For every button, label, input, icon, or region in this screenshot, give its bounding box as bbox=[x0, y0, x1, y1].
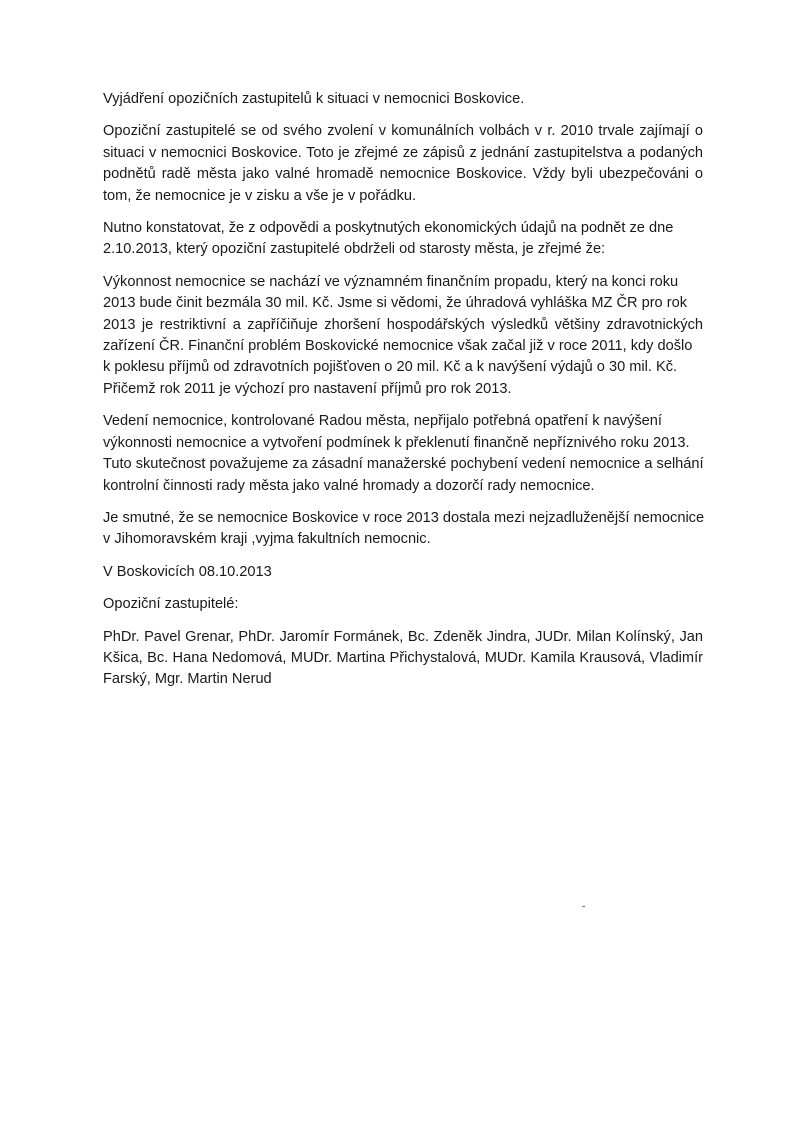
paragraph-1-line: podnětů radě města jako valné hromadě nemocnice Boskovice. Vždy byli ubezpečováni o bbox=[103, 166, 703, 183]
paragraph-4-line: kontrolní činnosti rady města jako valné hromady a dozorčí rady nemocnice. bbox=[103, 477, 595, 494]
document-title bbox=[103, 89, 703, 110]
signatories-line: PhDr. Pavel Grenar, PhDr. Jaromír Formánek, Bc. Zdeněk Jindra, JUDr. Milan Kolínský, Jan bbox=[103, 628, 703, 645]
paragraph-1-line: Opoziční zastupitelé se od svého zvolení v komunálních volbách v r. 2010 trvale zajímají o bbox=[103, 123, 703, 140]
paragraph-4-line: Tuto skutečnost považujeme za zásadní manažerské pochybení vedení nemocnice a selhání bbox=[103, 456, 704, 473]
paragraph-3-line: Přičemž rok 2011 je výchozí pro nastavení příjmů pro rok 2013. bbox=[103, 380, 512, 397]
paragraph-5-line: Je smutné, že se nemocnice Boskovice v roce 2013 dostala mezi nejzadluženější nemocnice bbox=[103, 509, 705, 526]
place-date bbox=[103, 562, 703, 583]
paragraph-3-line: 2013 bude činit bezmála 30 mil. Kč. Jsme si vědomi, že úhradová vyhláška MZ ČR pro rok bbox=[103, 295, 687, 312]
title-text: Vyjádření opozičních zastupitelů k situaci v nemocnici Boskovice. bbox=[103, 91, 525, 107]
signatories-line: Kšica, Bc. Hana Nedomová, MUDr. Martina Přichystalová, MUDr. Kamila Krausová, Vladimír bbox=[103, 649, 703, 666]
paragraph-5 bbox=[103, 508, 703, 551]
paragraph-3-line: 2013 je restriktivní a zapříčiňuje zhoršení hospodářských výsledků většiny zdravotnických bbox=[103, 316, 703, 333]
paragraph-4-line: Vedení nemocnice, kontrolované Radou města, nepřijalo potřebná opatření k navýšení bbox=[103, 413, 662, 430]
paragraph-2 bbox=[103, 218, 703, 261]
signatories-list bbox=[103, 627, 703, 691]
signatories-heading bbox=[103, 594, 703, 615]
paragraph-3-line: zařízení ČR. Finanční problém Boskovické nemocnice však začal již v roce 2011, kdy došlo bbox=[103, 338, 693, 355]
paragraph-5-line: v Jihomoravském kraji ,vyjma fakultních nemocnic. bbox=[103, 531, 431, 548]
paragraph-1 bbox=[103, 121, 703, 207]
paragraph-1-line: situaci v nemocnici Boskovice. Toto je zřejmé ze zápisů z jednání zastupitelstva a podaných bbox=[103, 144, 703, 161]
paragraph-2-line: 2.10.2013, který opoziční zastupitelé obdrželi od starosty města, je zřejmé že: bbox=[103, 241, 606, 258]
paragraph-3 bbox=[103, 272, 703, 400]
paragraph-2-line: Nutno konstatovat, že z odpovědi a poskytnutých ekonomických údajů na podnět ze dne bbox=[103, 220, 674, 237]
signatories-line: Farský, Mgr. Martin Nerud bbox=[103, 671, 272, 688]
stray-mark: ˜ bbox=[582, 905, 586, 916]
paragraph-3-line: k poklesu příjmů od zdravotních pojišťoven o 20 mil. Kč a k navýšení výdajů o 30 mil. Kč. bbox=[103, 359, 678, 376]
paragraph-3-line: Výkonnost nemocnice se nachází ve významném finančním propadu, který na konci roku bbox=[103, 273, 679, 290]
document-body bbox=[103, 89, 703, 702]
place-date-text: V Boskovicích 08.10.2013 bbox=[103, 563, 272, 580]
paragraph-4-line: výkonnosti nemocnice a vytvoření podmínek k překlenutí finančně nepříznivého roku 2013. bbox=[103, 434, 690, 451]
signatories-heading-text: Opoziční zastupitelé: bbox=[103, 596, 239, 613]
paragraph-4 bbox=[103, 411, 703, 497]
paragraph-1-line: tom, že nemocnice je v zisku a vše je v pořádku. bbox=[103, 187, 417, 204]
